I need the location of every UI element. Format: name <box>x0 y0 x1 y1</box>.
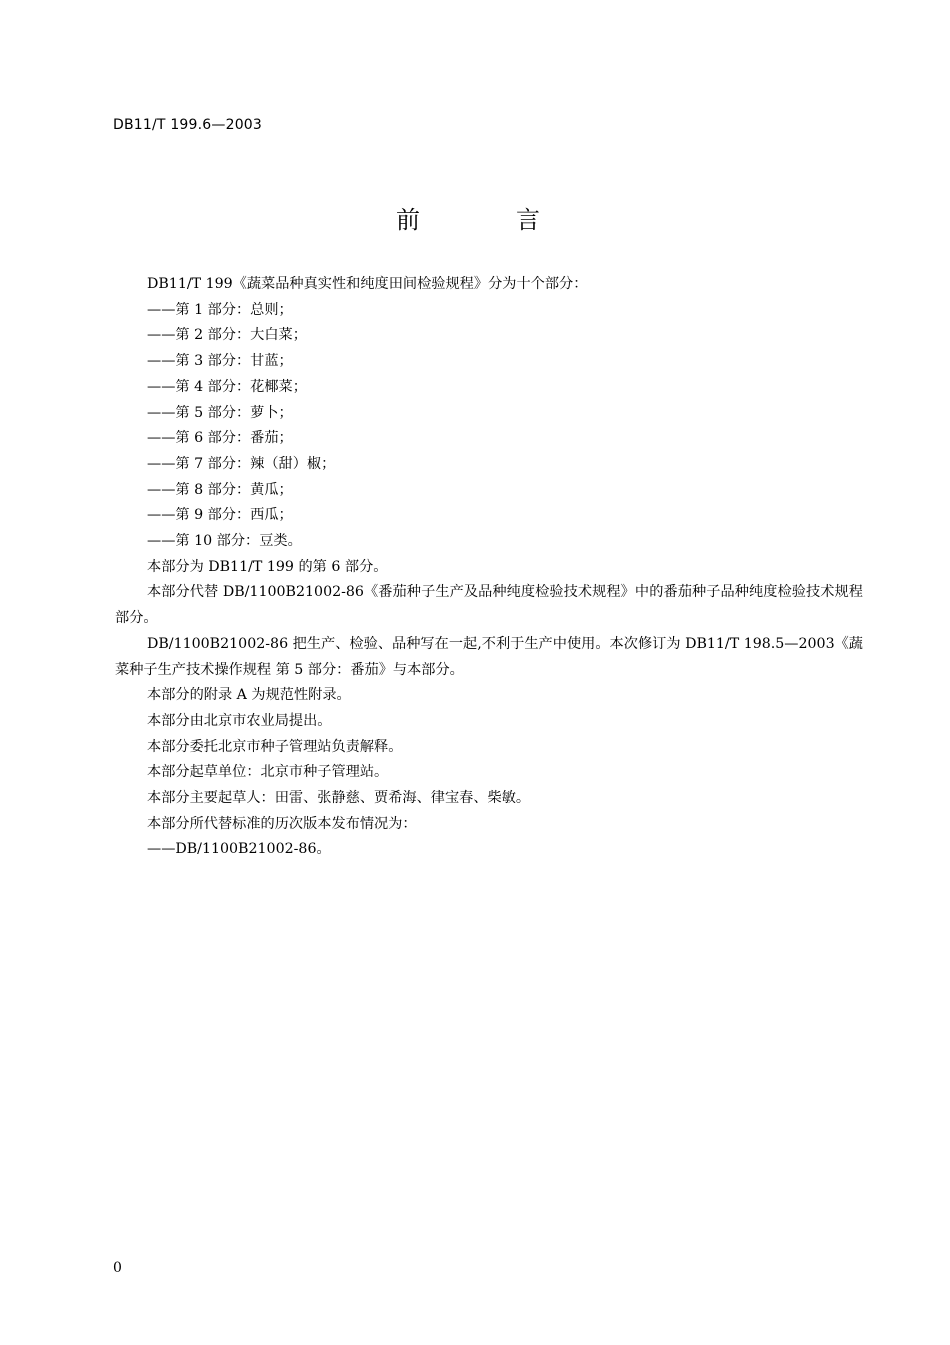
interpretation-statement: 本部分委托北京市种子管理站负责解释。 <box>147 738 403 755</box>
part-list-item: ——第 7 部分：辣（甜）椒； <box>147 455 336 472</box>
part-list-item: ——第 6 部分：番茄； <box>147 430 293 447</box>
intro-paragraph: DB11/T 199《蔬菜品种真实性和纯度田间检验规程》分为十个部分： <box>147 276 588 292</box>
page-number: 0 <box>113 1260 122 1276</box>
standard-code: DB11/T 199.6—2003 <box>113 117 263 133</box>
proposer-statement: 本部分由北京市农业局提出。 <box>147 712 332 729</box>
part-list-item: ——第 2 部分：大白菜； <box>147 327 307 344</box>
annex-statement: 本部分的附录 A 为规范性附录。 <box>147 687 351 704</box>
replacement-paragraph: 本部分代替 DB/1100B21002-86《番茄种子生产及品种纯度检验技术规程》中的番茄种子品种纯度检验技术规程部分。 <box>115 584 863 627</box>
revision-paragraph: DB/1100B21002-86 把生产、检验、品种写在一起,不利于生产中使用。本次修订为 DB11/T 198.5—2003《蔬菜种子生产技术操作规程 第 5 部分：番茄》与本部分。 <box>115 635 863 678</box>
foreword-body <box>115 272 863 863</box>
history-item: ——DB/1100B21002-86。 <box>147 841 331 858</box>
drafters-statement: 本部分主要起草人：田雷、张静慈、贾希海、律宝春、柴敏。 <box>147 790 531 807</box>
part-list-item: ——第 10 部分：豆类。 <box>147 533 302 550</box>
history-statement: 本部分所代替标准的历次版本发布情况为： <box>147 815 417 832</box>
part-list-item: ——第 4 部分：花椰菜； <box>147 378 307 395</box>
page-title: 前 言 <box>396 206 576 234</box>
part-list-item: ——第 3 部分：甘蓝； <box>147 353 293 370</box>
part-list-item: ——第 1 部分：总则； <box>147 301 293 318</box>
drafting-unit-statement: 本部分起草单位：北京市种子管理站。 <box>147 764 389 781</box>
part-list-item: ——第 8 部分：黄瓜； <box>147 481 293 498</box>
part-statement: 本部分为 DB11/T 199 的第 6 部分。 <box>147 558 388 575</box>
part-list-item: ——第 5 部分：萝卜； <box>147 404 293 421</box>
part-list-item: ——第 9 部分：西瓜； <box>147 507 293 524</box>
